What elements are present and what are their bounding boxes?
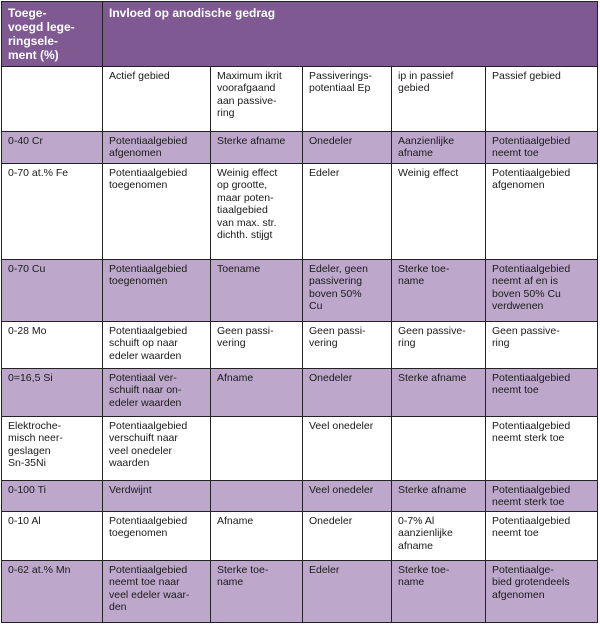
cell-line: veel onedeler — [109, 444, 173, 457]
cell-max-icrit — [211, 164, 303, 260]
cell-ip-passive — [392, 417, 486, 481]
cell-line: Afname — [217, 372, 254, 384]
cell-alloying-element — [2, 511, 103, 560]
cell-line: neemt toe — [492, 527, 539, 540]
cell-line: 0-7% Al — [398, 514, 435, 527]
cell-line: 0-28 Mo — [8, 325, 47, 337]
cell-line: geslagen — [8, 444, 51, 457]
cell-line: verdwenen — [492, 300, 544, 313]
cell-passivation-potential — [303, 322, 392, 369]
cell-line: name — [398, 576, 425, 589]
subheader-max-icrit — [211, 67, 303, 132]
cell-ip-passive — [392, 322, 486, 369]
cell-line: Sterke toe- — [217, 563, 269, 576]
table-row — [2, 560, 598, 622]
cell-line: den — [109, 601, 127, 614]
cell-line: bied grotendeels — [492, 576, 570, 589]
cell-line: toegenomen — [109, 179, 168, 192]
cell-line: Potentiaalgebied — [109, 420, 188, 432]
cell-line: afgenomen — [492, 179, 545, 192]
table-row — [2, 511, 598, 560]
cell-line: Passief gebied — [492, 70, 561, 82]
cell-line: Potentiaalge- — [492, 563, 554, 576]
cell-line: Sterke afname — [398, 372, 467, 384]
cell-line: Toename — [217, 263, 261, 275]
table-wrapper — [1, 1, 598, 623]
cell-line: ring — [217, 107, 235, 120]
cell-ip-passive — [392, 260, 486, 322]
cell-alloying-element — [2, 260, 103, 322]
cell-line: passivering — [309, 275, 363, 288]
cell-line: aan passive- — [217, 94, 277, 107]
cell-line: Maximum ikrit — [217, 70, 282, 82]
cell-line: toegenomen — [109, 275, 168, 288]
cell-line: ring — [492, 337, 510, 350]
cell-line: Potentiaalgebied — [109, 263, 188, 275]
header-anodic-influence — [103, 2, 598, 67]
cell-line: Passiverings- — [309, 70, 373, 82]
subheader-ip-passive — [392, 67, 486, 132]
cell-ip-passive — [392, 369, 486, 417]
cell-line: 0-40 Cr — [8, 135, 44, 147]
cell-max-icrit — [211, 481, 303, 512]
cell-line: afgenomen — [109, 147, 162, 160]
cell-active-region — [103, 369, 211, 417]
cell-line: 0-62 at.% Mn — [8, 563, 71, 576]
cell-line: Actief gebied — [109, 70, 170, 82]
cell-line: Sterke toe- — [398, 263, 450, 275]
cell-line: toegenomen — [109, 527, 168, 540]
cell-line: neemt toe — [492, 384, 539, 397]
cell-max-icrit — [211, 417, 303, 481]
table-row — [2, 322, 598, 369]
subheader-active-region — [103, 67, 211, 132]
cell-alloying-element — [2, 322, 103, 369]
cell-ip-passive — [392, 560, 486, 622]
cell-passivation-potential — [303, 369, 392, 417]
cell-passivation-potential — [303, 481, 392, 512]
cell-alloying-element — [2, 369, 103, 417]
cell-line: Sterke toe- — [398, 563, 450, 576]
cell-line: Afname — [217, 514, 254, 527]
cell-line: Edeler — [309, 167, 340, 179]
cell-line: voorafgaand — [217, 82, 276, 95]
cell-ip-passive — [392, 132, 486, 164]
cell-line: neemt sterk toe — [492, 496, 565, 509]
cell-active-region — [103, 481, 211, 512]
cell-line: boven 50% Cu — [492, 287, 561, 300]
cell-line: 0-70 Cu — [8, 263, 46, 275]
subheader-passive-region — [486, 67, 598, 132]
cell-line: edeler waarden — [109, 396, 182, 409]
cell-active-region — [103, 417, 211, 481]
cell-line: neemt toe naar — [109, 576, 180, 589]
cell-line: Cu — [309, 300, 323, 313]
cell-line: vering — [309, 337, 338, 350]
cell-alloying-element — [2, 481, 103, 512]
cell-line: Veel onedeler — [309, 484, 374, 496]
cell-line: Potentiaalgebied — [109, 514, 188, 527]
table-row — [2, 417, 598, 481]
cell-line: Aanzienlijke — [398, 135, 455, 147]
cell-line: Onedeler — [309, 135, 353, 147]
cell-line: schuift naar on- — [109, 384, 182, 397]
cell-line: waarden — [109, 457, 150, 470]
cell-ip-passive — [392, 164, 486, 260]
cell-max-icrit — [211, 260, 303, 322]
cell-line: neemt toe — [492, 147, 539, 160]
cell-line: 0-70 at.% Fe — [8, 167, 69, 179]
cell-ip-passive — [392, 481, 486, 512]
subheader-empty — [2, 67, 103, 132]
cell-line: Toege- — [8, 6, 47, 20]
cell-line: Weinig effect — [217, 167, 278, 179]
cell-line: edeler waarden — [109, 349, 182, 362]
cell-line: verschuift naar — [109, 432, 178, 445]
cell-line: Potentiaalgebied — [492, 167, 571, 179]
cell-passive-region — [486, 511, 598, 560]
cell-passive-region — [486, 164, 598, 260]
cell-passivation-potential — [303, 511, 392, 560]
cell-active-region — [103, 164, 211, 260]
cell-line: Elektroche- — [8, 420, 62, 432]
cell-line: Geen passi- — [217, 325, 274, 337]
cell-line: Onedeler — [309, 372, 353, 384]
cell-line: misch neer- — [8, 432, 63, 445]
cell-line: ring — [398, 337, 416, 350]
cell-line: Geen passive- — [492, 325, 560, 337]
cell-active-region — [103, 260, 211, 322]
cell-line: Potentiaalgebied — [109, 563, 188, 576]
cell-line: neemt af en is — [492, 275, 558, 288]
table-row — [2, 260, 598, 322]
cell-line: van max. str. — [217, 216, 277, 229]
cell-line: Potentiaalgebied — [492, 514, 571, 527]
cell-line: Onedeler — [309, 514, 353, 527]
cell-passive-region — [486, 481, 598, 512]
cell-line: Sterke afname — [398, 484, 467, 496]
cell-line: ip in passief — [398, 70, 454, 82]
cell-passive-region — [486, 369, 598, 417]
cell-line: ringsele- — [8, 34, 59, 48]
cell-line: Sn-35Ni — [8, 457, 46, 470]
cell-active-region — [103, 132, 211, 164]
cell-max-icrit — [211, 560, 303, 622]
cell-line: boven 50% — [309, 287, 362, 300]
cell-line: Invloed op anodische gedrag — [109, 6, 276, 20]
cell-line: Potentiaal ver- — [109, 372, 177, 384]
alloy-anodic-behavior-table — [1, 1, 598, 623]
subheader-row — [2, 67, 598, 132]
cell-passivation-potential — [303, 417, 392, 481]
table-row — [2, 481, 598, 512]
cell-line: Potentiaalgebied — [109, 135, 188, 147]
cell-line: Potentiaalgebied — [109, 167, 188, 179]
cell-alloying-element — [2, 132, 103, 164]
header-alloying-element — [2, 2, 103, 67]
cell-line: neemt sterk toe — [492, 432, 565, 445]
table-row — [2, 369, 598, 417]
cell-passivation-potential — [303, 164, 392, 260]
cell-ip-passive — [392, 511, 486, 560]
cell-line: dichth. stijgt — [217, 229, 273, 242]
cell-passivation-potential — [303, 260, 392, 322]
cell-line: Edeler — [309, 563, 340, 576]
cell-line: Veel onedeler — [309, 420, 374, 432]
cell-passivation-potential — [303, 560, 392, 622]
cell-line: 0-10 Al — [8, 514, 41, 527]
cell-alloying-element — [2, 560, 103, 622]
cell-line: afgenomen — [492, 588, 545, 601]
cell-passive-region — [486, 417, 598, 481]
cell-line: Edeler, geen — [309, 263, 368, 275]
cell-alloying-element — [2, 417, 103, 481]
cell-line: voegd lege- — [8, 20, 75, 34]
cell-line: afname — [398, 147, 434, 160]
cell-alloying-element — [2, 164, 103, 260]
cell-line: tiaalgebied — [217, 204, 268, 217]
cell-active-region — [103, 560, 211, 622]
cell-line: 0-100 Ti — [8, 484, 46, 496]
cell-line: name — [398, 275, 425, 288]
cell-active-region — [103, 511, 211, 560]
cell-line: op grootte, — [217, 179, 268, 192]
cell-line: Potentiaalgebied — [492, 135, 571, 147]
cell-line: Geen passi- — [309, 325, 366, 337]
cell-line: schuift op naar — [109, 337, 178, 350]
table-header-row — [2, 2, 598, 67]
cell-line: Potentiaalgebied — [492, 263, 571, 275]
cell-passive-region — [486, 260, 598, 322]
cell-line: Potentiaalgebied — [492, 372, 571, 384]
cell-passivation-potential — [303, 132, 392, 164]
cell-passive-region — [486, 560, 598, 622]
cell-line: vering — [217, 337, 246, 350]
cell-passive-region — [486, 132, 598, 164]
cell-line: 0=16,5 Si — [8, 372, 53, 384]
cell-line: veel edeler waar- — [109, 588, 190, 601]
cell-line: name — [217, 576, 244, 589]
cell-max-icrit — [211, 322, 303, 369]
table-row — [2, 132, 598, 164]
cell-line: Verdwijnt — [109, 484, 152, 496]
cell-line: potentiaal Ep — [309, 82, 371, 95]
cell-line: Potentiaalgebied — [492, 484, 571, 496]
subheader-passivation-potential — [303, 67, 392, 132]
cell-max-icrit — [211, 132, 303, 164]
cell-passive-region — [486, 322, 598, 369]
cell-line: Weinig effect — [398, 167, 459, 179]
cell-line: Potentiaalgebied — [492, 420, 571, 432]
cell-line: maar poten- — [217, 191, 274, 204]
cell-active-region — [103, 322, 211, 369]
cell-line: aanzienlijke — [398, 527, 453, 540]
cell-max-icrit — [211, 369, 303, 417]
cell-line: gebied — [398, 82, 430, 95]
cell-line: Potentiaalgebied — [109, 325, 188, 337]
cell-max-icrit — [211, 511, 303, 560]
cell-line: ment (%) — [8, 48, 59, 62]
cell-line: Sterke afname — [217, 135, 286, 147]
cell-line: afname — [398, 539, 434, 552]
cell-line: Geen passive- — [398, 325, 466, 337]
table-row — [2, 164, 598, 260]
